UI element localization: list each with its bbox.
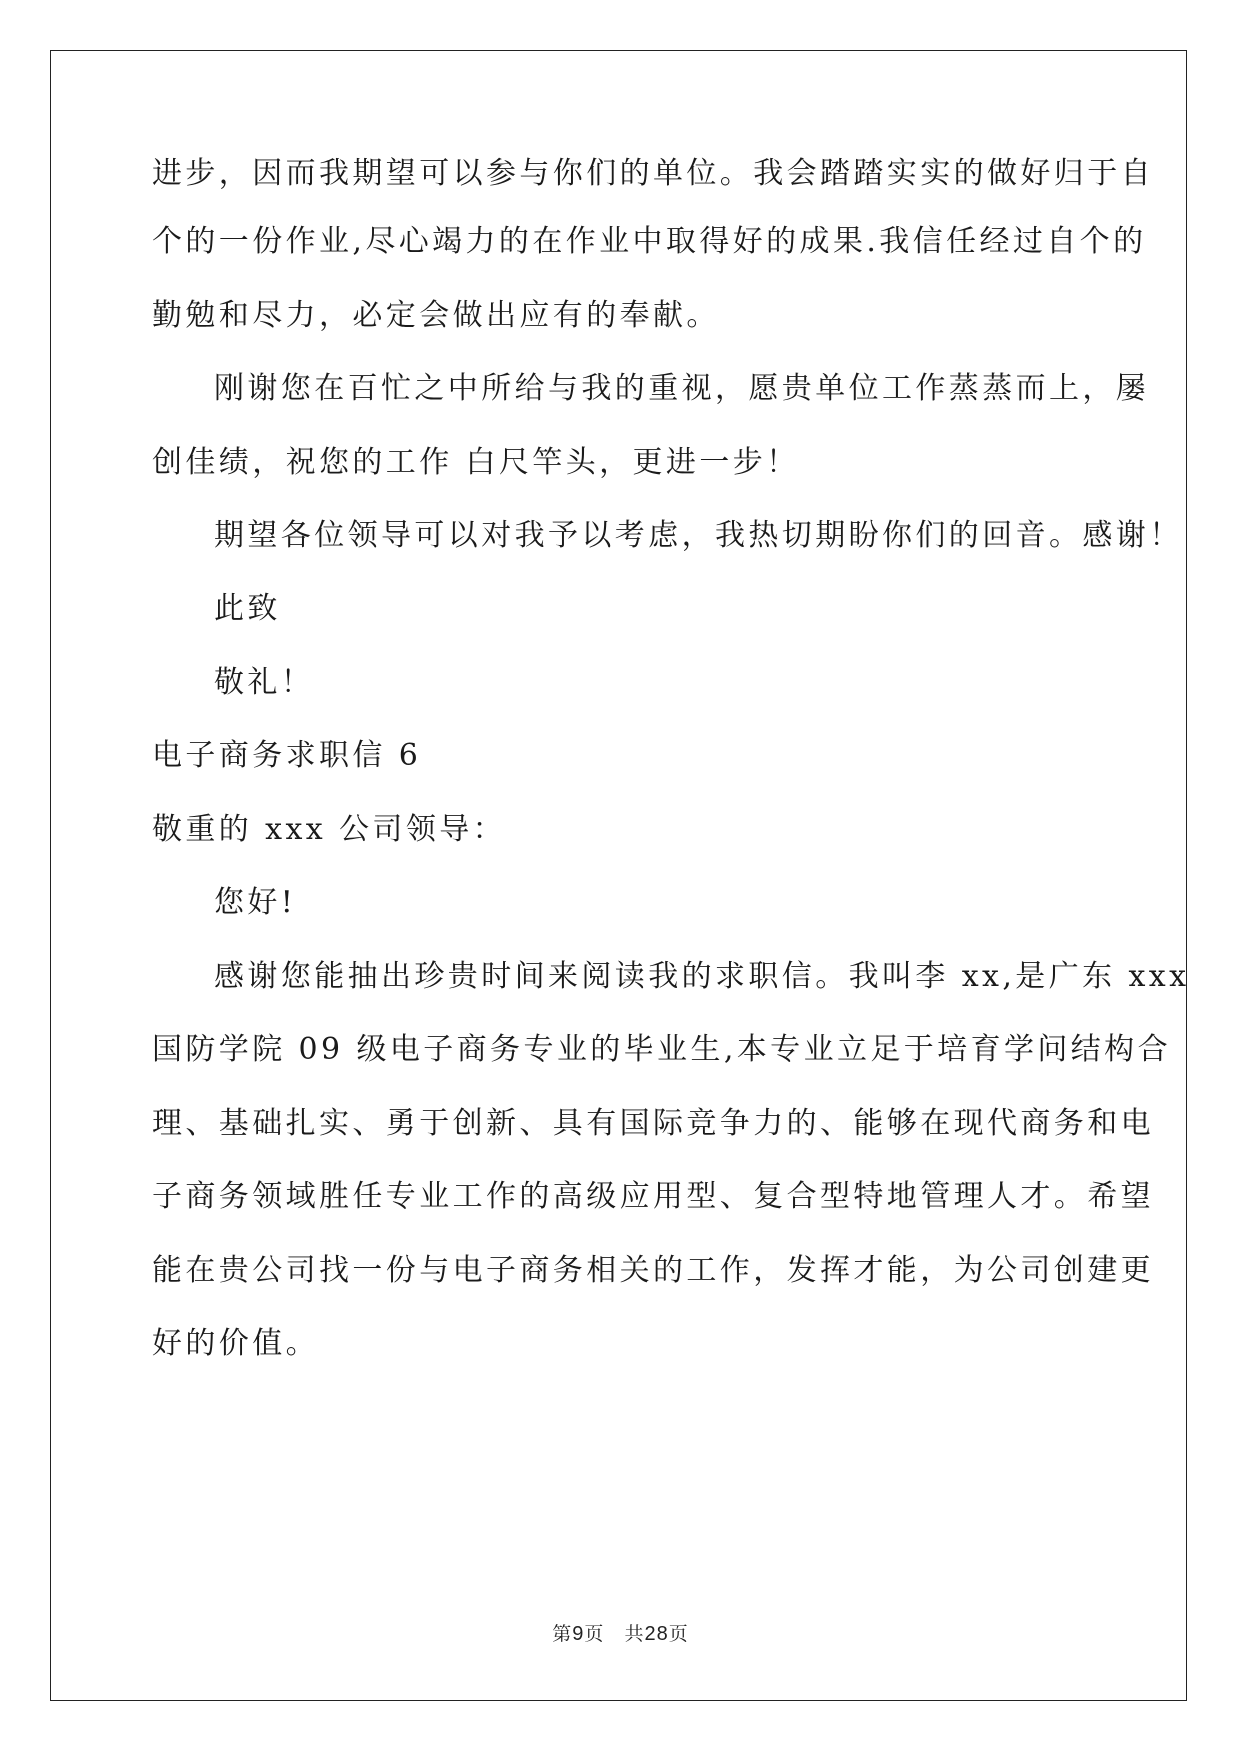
body-line-11: 能在贵公司找一份与电子商务相关的工作，发挥才能，为公司创建更 xyxy=(152,1253,1154,1288)
body-line-8: 国防学院 09 级电子商务专业的毕业生,本专业立足于培育学问结构合 xyxy=(152,1032,1171,1067)
body-line-10: 子商务领域胜任专业工作的高级应用型、复合型特地管理人才。希望 xyxy=(152,1179,1154,1214)
letter-addressee: 敬重的 xxx 公司领导： xyxy=(152,812,507,847)
body-line-3: 勤勉和尽力，必定会做出应有的奉献。 xyxy=(152,298,720,333)
footer-page-number: 9 xyxy=(572,1623,585,1645)
letter-greeting: 您好! xyxy=(214,885,297,920)
footer-total-pages: 28 xyxy=(644,1623,669,1645)
footer-total-suffix: 页 xyxy=(668,1623,689,1645)
closing-salutation: 此致 xyxy=(214,591,281,626)
section-heading: 电子商务求职信 6 xyxy=(152,738,422,773)
body-line-2: 个的一份作业,尽心竭力的在作业中取得好的成果.我信任经过自个的 xyxy=(152,224,1147,259)
footer-page-prefix: 第 xyxy=(552,1623,573,1645)
body-line-1: 进步，因而我期望可以参与你们的单位。我会踏踏实实的做好归于自 xyxy=(152,156,1154,191)
body-line-9: 理、基础扎实、勇于创新、具有国际竞争力的、能够在现代商务和电 xyxy=(152,1106,1154,1141)
footer-total-prefix: 共 xyxy=(624,1623,645,1645)
closing-regards: 敬礼！ xyxy=(214,665,315,700)
body-line-4: 刚谢您在百忙之中所给与我的重视，愿贵单位工作蒸蒸而上，屡 xyxy=(214,371,1150,406)
body-line-7: 感谢您能抽出珍贵时间来阅读我的求职信。我叫李 xx,是广东 xxx xyxy=(214,959,1190,994)
body-line-6: 期望各位领导可以对我予以考虑，我热切期盼你们的回音。感谢！ xyxy=(214,518,1183,553)
footer-page-suffix: 页 xyxy=(584,1623,605,1645)
page-footer xyxy=(0,1622,1241,1646)
body-line-5: 创佳绩，祝您的工作 白尺竿头，更进一步！ xyxy=(152,445,800,480)
body-line-12: 好的价值。 xyxy=(152,1326,319,1361)
